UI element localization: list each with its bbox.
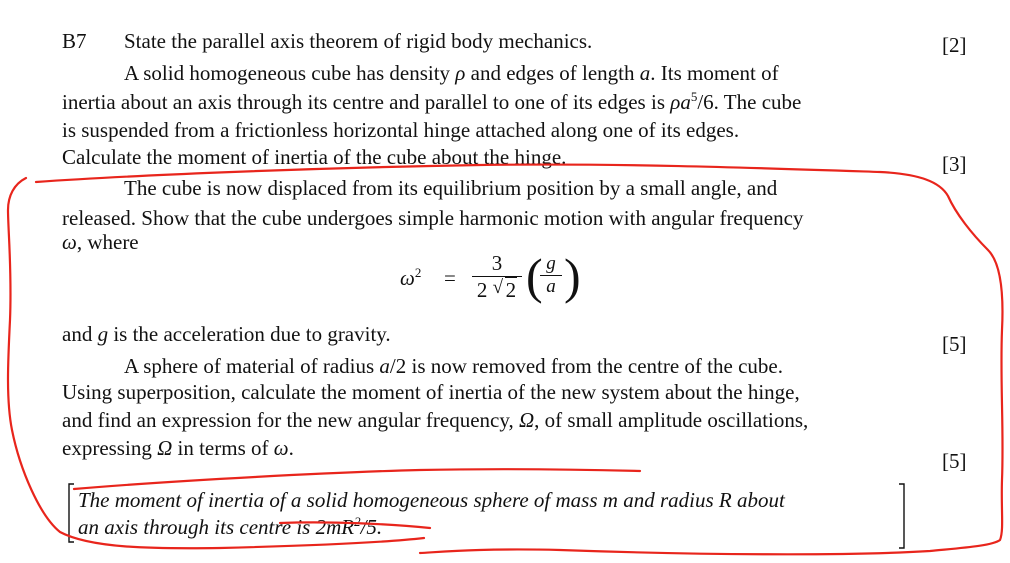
question-line-2: A solid homogeneous cube has density ρ and edges of length a. Its moment of (124, 61, 779, 85)
formula-numerator: 3 (491, 251, 503, 275)
question-line-7: released. Show that the cube undergoes simple harmonic motion with angular frequency (62, 206, 804, 230)
mark-4: [5] (942, 449, 967, 473)
mark-3: [5] (942, 332, 967, 356)
question-line-3: inertia about an axis through its centre and parallel to one of its edges is $\rho a^5/6$. The cube (62, 89, 802, 114)
question-label: B7 (62, 29, 87, 53)
mark-1: [2] (942, 33, 967, 57)
question-line-11: Using superposition, calculate the moment of inertia of the new system about the hinge, (62, 380, 800, 404)
formula-lhs: $\omega^2$ (400, 265, 422, 290)
mark-2: [3] (942, 152, 967, 176)
question-line-8: ω, where (62, 230, 139, 254)
hint-line-1: The moment of inertia of a solid homogeneous sphere of mass m and radius R about (78, 488, 785, 512)
question-line-13: expressing Ω in terms of ω. (62, 436, 294, 460)
question-line-10: A sphere of material of radius a/2 is now removed from the centre of the cube. (124, 354, 783, 378)
question-line-12: and find an expression for the new angular frequency, Ω, of small amplitude oscillations, (62, 408, 809, 432)
question-line-4: is suspended from a frictionless horizontal hinge attached along one of its edges. (62, 118, 740, 142)
question-line-1: State the parallel axis theorem of rigid body mechanics. (124, 29, 593, 53)
question-line-9: and g is the acceleration due to gravity. (62, 322, 391, 346)
hint-line-2: an axis through its centre is $2mR^2/5$. (78, 514, 383, 539)
question-line-6: The cube is now displaced from its equilibrium position by a small angle, and (124, 176, 778, 200)
formula-denominator: 2 √ 2 (476, 277, 517, 302)
question-line-5: Calculate the moment of inertia of the cube about the hinge. (62, 145, 567, 169)
formula-equals: = (444, 266, 456, 290)
